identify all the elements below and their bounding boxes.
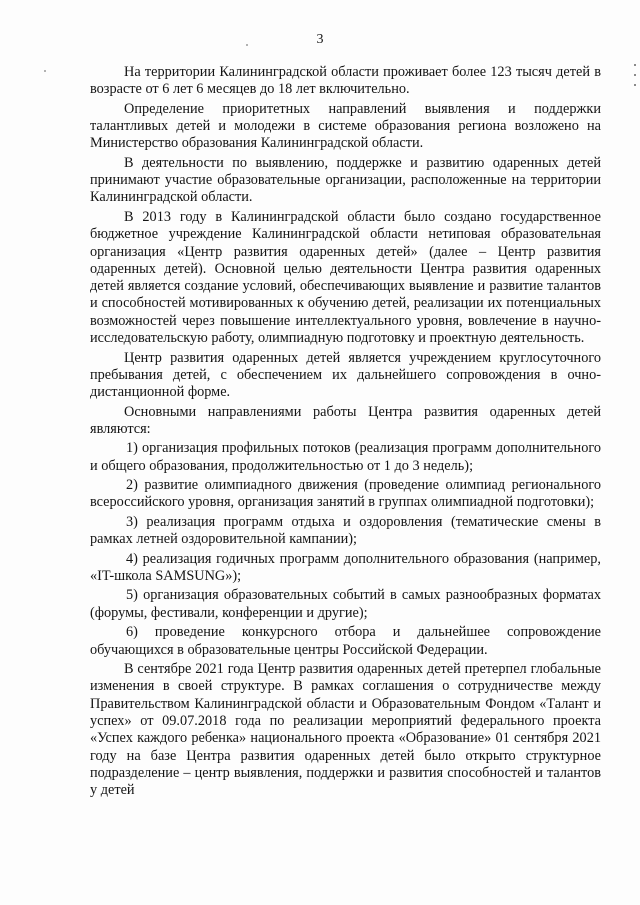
list-item: 2) развитие олимпиадного движения (проведение олимпиад регионального всероссийского уровня, организация занятий в группах олимпиадной подготовки); (90, 477, 601, 511)
list-item: 6) проведение конкурсного отбора и дальнейшее сопровождение обучающихся в образовательные центры Российской Федерации. (90, 624, 601, 658)
scan-mark (634, 74, 636, 76)
paragraph-directions-intro: Основными направлениями работы Центра развития одаренных детей являются: (90, 403, 601, 437)
list-item: 5) организация образовательных событий в самых разнообразных форматах (форумы, фестивали, конференции и другие); (90, 587, 601, 621)
paragraph-priorities: Определение приоритетных направлений выявления и поддержки талантливых детей и молодежи в системе образования региона возложено на Министерство образования Калининградской области. (90, 100, 601, 152)
paragraph-restructuring: В сентябре 2021 года Центр развития одаренных детей претерпел глобальные изменения в своей структуре. В рамках соглашения о сотрудничестве между Правительством Калининградской области и Образовательным Фондом «Талант и успех» от 09.07.2018 года по реализации мероприятий федерального проекта «Успех каждого ребенка» национального проекта «Образование» 01 сентября 2021 году на базе Центра развития одаренных детей было открыто структурное подразделение – центр выявления, поддержки и развития способностей и талантов у детей (90, 661, 601, 799)
paragraph-center-type: Центр развития одаренных детей является учреждением круглосуточного пребывания детей, с обеспечением их дальнейшего сопровождения в очно-дистанционной форме. (90, 349, 601, 401)
list-item: 1) организация профильных потоков (реализация программ дополнительного и общего образования, продолжительностью от 1 до 3 недель); (90, 440, 601, 474)
list-item: 4) реализация годичных программ дополнительного образования (например, «IT-школа SAMSUNG»); (90, 550, 601, 584)
page-number: 3 (316, 32, 324, 47)
scan-mark (634, 64, 636, 66)
paragraph-organizations: В деятельности по выявлению, поддержке и развитию одаренных детей принимают участие образовательные организации, расположенные на территории Калининградской области. (90, 154, 601, 206)
paragraph-center-founding: В 2013 году в Калининградской области было создано государственное бюджетное учреждение Калининградской области нетиповая образовательная организация «Центр развития одаренных детей» (далее – Центр развития одаренных детей). Основной целью деятельности Центра развития одаренных детей является создание условий, обеспечивающих выявление и развитие талантов и способностей мотивированных к обучению детей, реализации их потенциальных возможностей через повышение интеллектуального уровня, вовлечение в научно-исследовательскую работу, олимпиадную подготовку и проектную деятельность. (90, 208, 601, 347)
list-item: 3) реализация программ отдыха и оздоровления (тематические смены в рамках летней оздоровительной кампании); (90, 513, 601, 548)
scan-mark (634, 84, 636, 86)
scan-speck (246, 44, 248, 46)
paragraph-population: На территории Калининградской области проживает более 123 тысяч детей в возрасте от 6 лет 6 месяцев до 18 лет включительно. (90, 64, 601, 98)
document-body (90, 64, 601, 802)
scan-speck (44, 70, 46, 72)
